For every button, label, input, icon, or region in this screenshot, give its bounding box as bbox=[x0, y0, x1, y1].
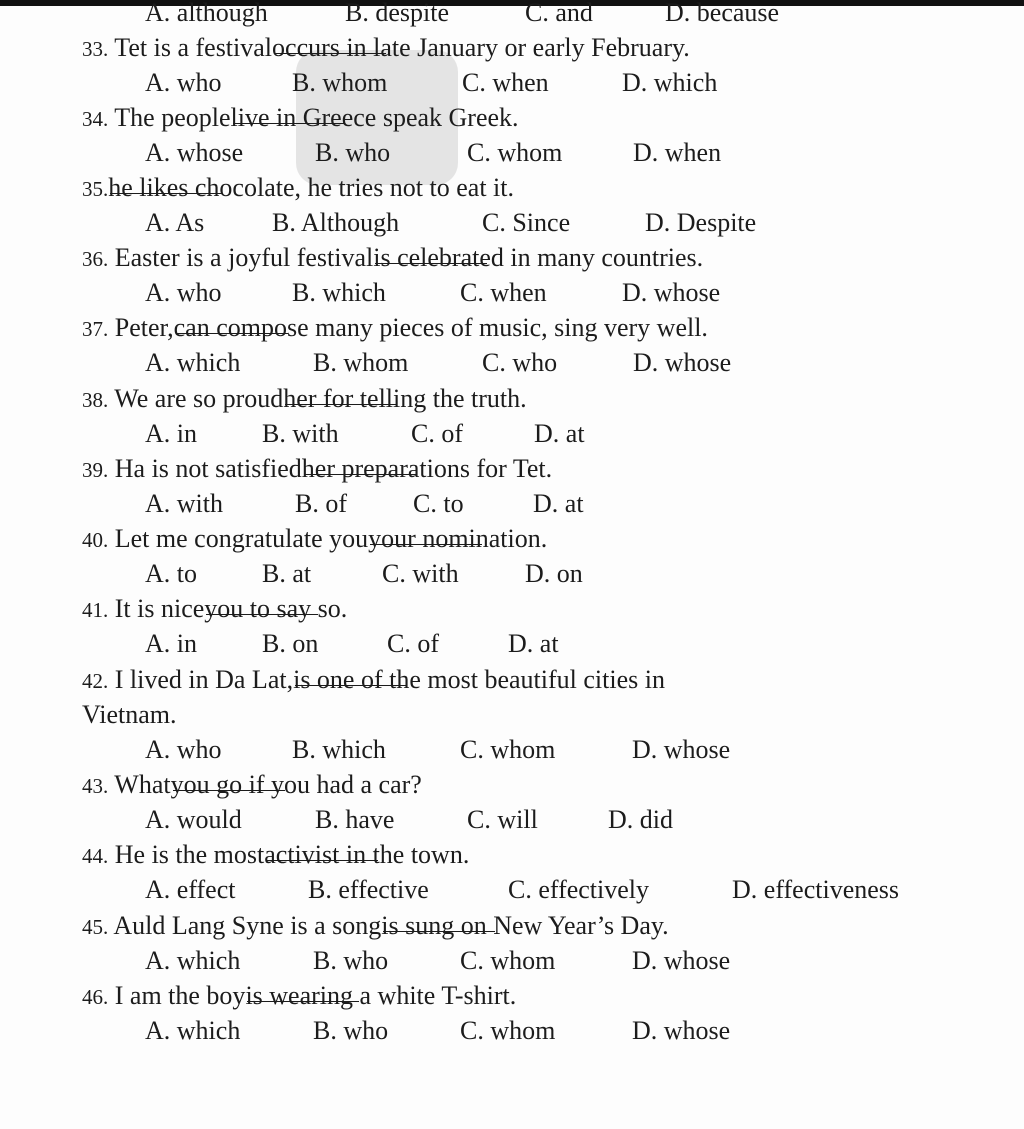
option-b: B. which bbox=[292, 735, 386, 764]
question-text-after: live in Greece speak Greek. bbox=[230, 103, 519, 132]
answer-blank bbox=[266, 838, 378, 861]
question-number: 33. bbox=[82, 37, 109, 61]
option-a: A. who bbox=[145, 735, 222, 764]
option-d: D. at bbox=[534, 419, 585, 448]
question-45 bbox=[0, 909, 1024, 943]
option-a: A. As bbox=[145, 208, 205, 237]
option-c: C. with bbox=[382, 559, 459, 588]
option-a: A. although bbox=[145, 0, 268, 27]
question-number: 34. bbox=[82, 107, 109, 131]
question-number: 35. bbox=[82, 177, 109, 201]
options-45 bbox=[0, 944, 1024, 978]
option-d: D. whose bbox=[632, 735, 731, 764]
question-41 bbox=[0, 592, 1024, 626]
question-text-before: Ha is not satisfied bbox=[114, 454, 302, 483]
option-a: A. who bbox=[145, 278, 222, 307]
question-39 bbox=[0, 452, 1024, 486]
question-text-after: can compose many pieces of music, sing very well. bbox=[173, 313, 708, 342]
option-b: B. whom bbox=[292, 68, 388, 97]
question-44 bbox=[0, 838, 1024, 872]
option-c: C. when bbox=[462, 68, 549, 97]
answer-blank bbox=[173, 768, 285, 791]
options-42 bbox=[0, 733, 1024, 767]
question-text-after: you go if you had a car? bbox=[170, 770, 422, 799]
option-c: C. and bbox=[525, 0, 593, 27]
option-a: A. which bbox=[145, 348, 241, 377]
question-text-before: Tet is a festival bbox=[114, 33, 273, 62]
question-number: 36. bbox=[82, 247, 109, 271]
answer-blank bbox=[304, 452, 416, 475]
question-number: 43. bbox=[82, 774, 109, 798]
question-text-after: you to say so. bbox=[204, 594, 348, 623]
option-d: D. because bbox=[665, 0, 780, 27]
question-text-after: her for telling the truth. bbox=[283, 384, 527, 413]
answer-blank bbox=[233, 101, 345, 124]
answer-blank bbox=[274, 31, 386, 54]
question-number: 46. bbox=[82, 985, 109, 1009]
question-text-before: We are so proud bbox=[114, 384, 284, 413]
question-number: 37. bbox=[82, 317, 109, 341]
question-46 bbox=[0, 979, 1024, 1013]
question-number: 44. bbox=[82, 844, 109, 868]
question-number: 40. bbox=[82, 528, 109, 552]
question-42 bbox=[0, 663, 1024, 697]
question-text-before: The people bbox=[114, 103, 231, 132]
option-d: D. whose bbox=[633, 348, 732, 377]
question-text-after: is wearing a white T-shirt. bbox=[245, 981, 517, 1010]
option-a: A. to bbox=[145, 559, 197, 588]
option-c: C. effectively bbox=[508, 875, 650, 904]
option-a: A. effect bbox=[145, 875, 236, 904]
option-b: B. which bbox=[292, 278, 386, 307]
option-d: D. at bbox=[533, 489, 584, 518]
option-a: A. whose bbox=[145, 138, 244, 167]
option-d: D. whose bbox=[622, 278, 721, 307]
question-number: 41. bbox=[82, 598, 109, 622]
option-d: D. effectiveness bbox=[732, 875, 900, 904]
options-33 bbox=[0, 66, 1024, 100]
option-c: C. whom bbox=[467, 138, 563, 167]
option-b: B. have bbox=[315, 805, 395, 834]
option-b: B. who bbox=[313, 946, 389, 975]
answer-blank bbox=[247, 979, 359, 1002]
option-a: A. which bbox=[145, 1016, 241, 1045]
question-text-continuation: Vietnam. bbox=[82, 700, 177, 729]
option-d: D. which bbox=[622, 68, 718, 97]
question-40 bbox=[0, 522, 1024, 556]
question-number: 42. bbox=[82, 669, 109, 693]
answer-blank bbox=[285, 382, 397, 405]
option-b: B. on bbox=[262, 629, 319, 658]
option-a: A. which bbox=[145, 946, 241, 975]
option-c: C. of bbox=[387, 629, 439, 658]
question-text-before: Easter is a joyful festival bbox=[114, 243, 374, 272]
option-c: C. will bbox=[467, 805, 538, 834]
question-text-before: I lived in Da Lat, bbox=[114, 665, 294, 694]
option-c: C. whom bbox=[460, 1016, 556, 1045]
option-c: C. Since bbox=[482, 208, 571, 237]
question-text-after: activist in the town. bbox=[264, 840, 470, 869]
option-a: A. with bbox=[145, 489, 223, 518]
options-46 bbox=[0, 1014, 1024, 1048]
options-35 bbox=[0, 206, 1024, 240]
option-b: B. whom bbox=[313, 348, 409, 377]
options-43 bbox=[0, 803, 1024, 837]
answer-blank bbox=[176, 311, 288, 334]
question-text-after: is sung on New Year’s Day. bbox=[381, 911, 669, 940]
option-d: D. Despite bbox=[645, 208, 757, 237]
question-text-before: Auld Lang Syne is a song bbox=[113, 911, 382, 940]
question-text-before: He is the most bbox=[114, 840, 265, 869]
options-44 bbox=[0, 873, 1024, 907]
option-c: C. when bbox=[460, 278, 547, 307]
option-d: D. whose bbox=[632, 1016, 731, 1045]
question-34 bbox=[0, 101, 1024, 135]
question-number: 45. bbox=[82, 915, 109, 939]
question-text-after: her preparations for Tet. bbox=[301, 454, 553, 483]
option-d: D. at bbox=[508, 629, 559, 658]
option-b: B. who bbox=[315, 138, 391, 167]
question-38 bbox=[0, 382, 1024, 416]
question-text-before: What bbox=[114, 770, 171, 799]
option-b: B. Although bbox=[272, 208, 400, 237]
options-40 bbox=[0, 557, 1024, 591]
options-37 bbox=[0, 346, 1024, 380]
answer-blank bbox=[295, 663, 407, 686]
option-d: D. when bbox=[633, 138, 722, 167]
answer-blank bbox=[110, 171, 222, 194]
options-36 bbox=[0, 276, 1024, 310]
option-a: A. in bbox=[145, 629, 197, 658]
answer-blank bbox=[375, 241, 487, 264]
option-b: B. at bbox=[262, 559, 312, 588]
question-35 bbox=[0, 171, 1024, 205]
question-text-before: Let me congratulate you bbox=[114, 524, 369, 553]
question-text-after: is one of the most beautiful cities in bbox=[293, 665, 665, 694]
option-c: C. whom bbox=[460, 735, 556, 764]
question-text-before: Peter, bbox=[114, 313, 174, 342]
question-text-after: your nomination. bbox=[368, 524, 548, 553]
top-options-row bbox=[0, 0, 1024, 30]
answer-blank bbox=[206, 592, 318, 615]
option-b: B. effective bbox=[308, 875, 429, 904]
options-41 bbox=[0, 627, 1024, 661]
question-text-after: he likes chocolate, he tries not to eat it. bbox=[108, 173, 515, 202]
question-43 bbox=[0, 768, 1024, 802]
option-d: D. whose bbox=[632, 946, 731, 975]
answer-blank bbox=[370, 522, 482, 545]
option-d: D. did bbox=[608, 805, 673, 834]
question-36 bbox=[0, 241, 1024, 275]
option-c: C. who bbox=[482, 348, 558, 377]
option-c: C. to bbox=[413, 489, 464, 518]
question-text-before: It is nice bbox=[114, 594, 205, 623]
question-37 bbox=[0, 311, 1024, 345]
option-c: C. whom bbox=[460, 946, 556, 975]
question-text-after: occurs in late January or early February. bbox=[272, 33, 690, 62]
option-b: B. who bbox=[313, 1016, 389, 1045]
option-a: A. who bbox=[145, 68, 222, 97]
option-b: B. with bbox=[262, 419, 339, 448]
option-a: A. in bbox=[145, 419, 197, 448]
question-text-after: is celebrated in many countries. bbox=[373, 243, 704, 272]
option-d: D. on bbox=[525, 559, 583, 588]
options-39 bbox=[0, 487, 1024, 521]
answer-blank bbox=[383, 909, 495, 932]
question-42-continuation bbox=[0, 698, 1024, 732]
option-a: A. would bbox=[145, 805, 242, 834]
option-c: C. of bbox=[411, 419, 463, 448]
question-number: 38. bbox=[82, 388, 109, 412]
question-number: 39. bbox=[82, 458, 109, 482]
option-b: B. despite bbox=[345, 0, 449, 27]
option-b: B. of bbox=[295, 489, 347, 518]
question-33 bbox=[0, 31, 1024, 65]
options-38 bbox=[0, 417, 1024, 451]
options-34 bbox=[0, 136, 1024, 170]
question-text-before: I am the boy bbox=[114, 981, 246, 1010]
